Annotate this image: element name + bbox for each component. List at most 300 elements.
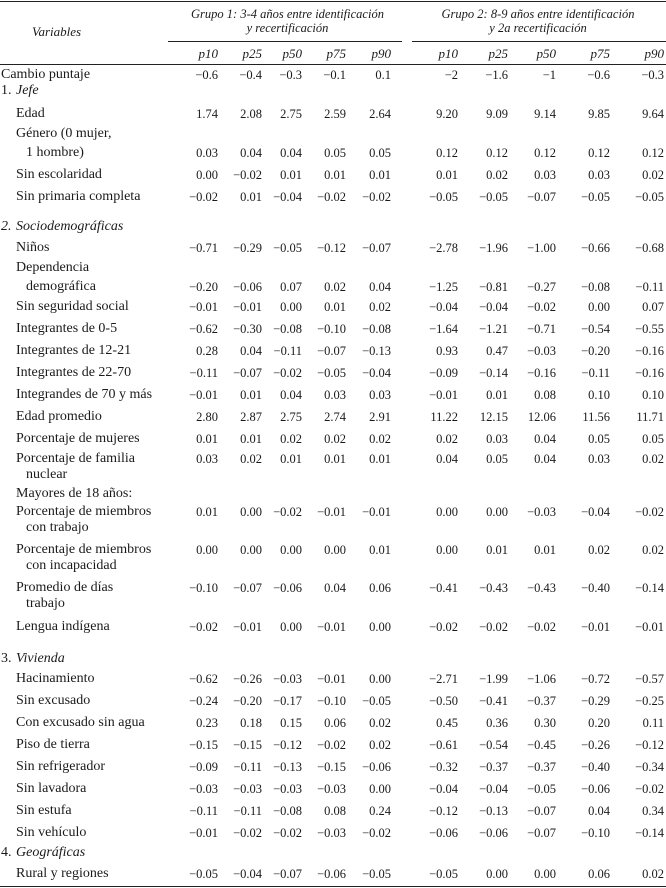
table-cell: −1.99: [479, 672, 508, 686]
table-cell: −0.03: [527, 505, 556, 519]
table-cell: −0.1: [323, 68, 346, 82]
table-cell: −0.05: [527, 782, 556, 796]
table-cell: −0.37: [479, 760, 508, 774]
percentile-header: p25: [488, 46, 508, 61]
row-label: Porcentaje de mujeres: [16, 431, 140, 446]
table-cell: 0.02: [642, 452, 664, 466]
table-cell: −0.10: [581, 826, 610, 840]
table-cell: 0.11: [642, 716, 664, 730]
table-cell: 0.02: [642, 867, 664, 881]
group2-header-line2: y 2a recertificación: [489, 21, 587, 35]
row-label-cont: demográfica: [26, 279, 96, 294]
table-cell: 1.74: [196, 107, 218, 121]
table-cell: −0.54: [581, 322, 610, 336]
row-label-cont: trabajo: [26, 596, 65, 611]
table-cell: −0.11: [581, 366, 610, 380]
table-cell: 0.04: [369, 280, 391, 294]
table-cell: −0.02: [189, 620, 218, 634]
table-cell: 0.00: [196, 168, 218, 182]
table-cell: −0.04: [429, 782, 458, 796]
table-cell: −0.08: [273, 804, 302, 818]
table-cell: −0.26: [581, 738, 610, 752]
table-cell: 0.05: [642, 432, 664, 446]
table-cell: −0.11: [635, 280, 664, 294]
table-cell: 0.04: [324, 581, 346, 595]
table-cell: −0.14: [479, 366, 508, 380]
table-cell: 0.02: [642, 543, 664, 557]
table-cell: 0.01: [280, 168, 302, 182]
group2-header: [410, 7, 666, 35]
table-cell: 0.1: [375, 68, 391, 82]
table-cell: 0.03: [369, 388, 391, 402]
row-label: Sin seguridad social: [16, 299, 129, 314]
table-cell: 2.59: [324, 107, 346, 121]
table-cell: −0.43: [527, 581, 556, 595]
table-cell: 0.00: [324, 543, 346, 557]
table-cell: −0.02: [189, 190, 218, 204]
table-cell: 0.02: [369, 432, 391, 446]
table-cell: 2.64: [369, 107, 391, 121]
table-cell: 0.30: [534, 716, 556, 730]
table-cell: −0.07: [233, 581, 262, 595]
table-cell: −0.26: [233, 672, 262, 686]
table-cell: 0.03: [588, 452, 610, 466]
table-cell: −0.07: [362, 241, 391, 255]
table-cell: −0.08: [581, 280, 610, 294]
table-cell: 0.02: [436, 432, 458, 446]
table-cell: −2.71: [429, 672, 458, 686]
table-cell: −0.02: [527, 300, 556, 314]
table-cell: 0.03: [324, 388, 346, 402]
table-cell: 0.01: [280, 452, 302, 466]
table-cell: −0.13: [273, 760, 302, 774]
row-label: Cambio puntaje: [1, 67, 91, 82]
table-cell: −0.05: [429, 867, 458, 881]
table-cell: 0.07: [280, 280, 302, 294]
table-cell: 0.02: [486, 168, 508, 182]
table-cell: 0.28: [196, 344, 218, 358]
row-label: Edad promedio: [16, 409, 102, 424]
group2-header-line1: Grupo 2: 8-9 años entre identificación: [441, 7, 635, 21]
table-cell: −1.6: [485, 68, 508, 82]
table-cell: −0.02: [429, 620, 458, 634]
table-cell: −0.6: [587, 68, 610, 82]
table-cell: −1.64: [429, 322, 458, 336]
table-cell: −0.06: [479, 826, 508, 840]
group1-header-line2: y recertificación: [246, 21, 329, 35]
row-label-cont: con incapacidad: [26, 558, 117, 573]
table-cell: −1: [542, 68, 556, 82]
section-number: 4.: [1, 845, 12, 860]
table-cell: −0.16: [635, 344, 664, 358]
row-label: Mayores de 18 años:: [16, 486, 133, 501]
variables-header: Variables: [32, 24, 82, 39]
table-cell: −0.04: [233, 867, 262, 881]
row-label: Sin primaria completa: [16, 189, 141, 204]
row-label: Hacinamiento: [16, 671, 95, 686]
table-cell: −0.06: [233, 280, 262, 294]
table-cell: 12.15: [479, 410, 508, 424]
table-cell: 0.00: [280, 300, 302, 314]
table-cell: 0.01: [324, 168, 346, 182]
table-cell: −0.12: [273, 738, 302, 752]
table-cell: 0.03: [196, 146, 218, 160]
bottom-rule: [0, 886, 666, 887]
table-cell: 0.00: [436, 543, 458, 557]
table-cell: −2: [444, 68, 458, 82]
table-cell: 0.01: [369, 543, 391, 557]
row-label: Integrantes de 0-5: [16, 321, 118, 336]
table-cell: 0.05: [588, 432, 610, 446]
row-label: Porcentaje de miembros: [16, 504, 152, 519]
table-cell: 0.05: [369, 146, 391, 160]
table-cell: 0.03: [196, 452, 218, 466]
table-cell: −0.11: [233, 760, 262, 774]
table-cell: −1.00: [527, 241, 556, 255]
table-cell: 0.08: [534, 388, 556, 402]
table-cell: −1.21: [479, 322, 508, 336]
table-cell: −0.01: [581, 620, 610, 634]
table-cell: 0.00: [240, 505, 262, 519]
row-label-cont: nuclear: [26, 467, 68, 482]
row-label: Sin lavadora: [16, 781, 87, 796]
table-cell: −0.66: [581, 241, 610, 255]
table-cell: −0.24: [189, 694, 218, 708]
table-cell: −0.07: [527, 826, 556, 840]
table-cell: −0.07: [527, 804, 556, 818]
table-cell: −0.03: [317, 826, 346, 840]
table-cell: −0.05: [362, 694, 391, 708]
row-label: Piso de tierra: [16, 737, 90, 752]
row-label: Lengua indígena: [16, 619, 110, 634]
row-label: Con excusado sin agua: [16, 715, 145, 730]
table-cell: −0.04: [479, 782, 508, 796]
table-cell: 2.87: [240, 410, 262, 424]
table-cell: 0.02: [369, 716, 391, 730]
table-cell: −0.02: [362, 826, 391, 840]
table-cell: 0.01: [534, 543, 556, 557]
row-label: Promedio de días: [16, 580, 114, 595]
table-cell: 0.36: [486, 716, 508, 730]
row-label: Integrantes de 22-70: [16, 365, 132, 380]
table-cell: −0.08: [362, 322, 391, 336]
table-cell: 0.07: [642, 300, 664, 314]
table-cell: 0.04: [588, 804, 610, 818]
table-cell: 0.12: [486, 146, 508, 160]
table-cell: −0.10: [317, 694, 346, 708]
table-cell: 0.05: [324, 146, 346, 160]
table-cell: −0.03: [233, 782, 262, 796]
table-cell: 0.00: [588, 300, 610, 314]
table-cell: −0.06: [362, 760, 391, 774]
table-cell: 0.93: [436, 344, 458, 358]
percentile-header: p10: [198, 46, 218, 61]
table-cell: −0.06: [273, 581, 302, 595]
table-cell: −1.06: [527, 672, 556, 686]
row-label-cont: con trabajo: [26, 520, 89, 535]
table-cell: −0.71: [527, 322, 556, 336]
table-cell: −2.78: [429, 241, 458, 255]
table-cell: −0.20: [581, 344, 610, 358]
percentile-header: p75: [326, 46, 346, 61]
table-cell: −0.04: [273, 190, 302, 204]
table-cell: −0.01: [189, 826, 218, 840]
section-title: Geográficas: [16, 845, 86, 860]
table-cell: 0.00: [240, 543, 262, 557]
table-cell: −0.09: [189, 760, 218, 774]
table-cell: −0.02: [479, 620, 508, 634]
table-cell: −0.41: [479, 694, 508, 708]
table-cell: −0.03: [527, 344, 556, 358]
section-number: 2.: [1, 219, 12, 234]
table-cell: 0.04: [280, 388, 302, 402]
table-cell: 0.04: [534, 452, 556, 466]
table-cell: −0.27: [527, 280, 556, 294]
section-title: Jefe: [16, 83, 39, 98]
table-cell: −0.02: [635, 782, 664, 796]
percentile-header: p25: [242, 46, 262, 61]
table-cell: −0.50: [429, 694, 458, 708]
table-cell: 0.12: [436, 146, 458, 160]
table-cell: −0.45: [527, 738, 556, 752]
table-cell: −0.11: [233, 804, 262, 818]
table-cell: 0.20: [588, 716, 610, 730]
table-cell: −0.01: [189, 388, 218, 402]
row-label: Sin estufa: [16, 803, 72, 818]
table-cell: −0.08: [273, 322, 302, 336]
table-cell: 0.01: [240, 432, 262, 446]
table-cell: 0.12: [642, 146, 664, 160]
table-cell: 2.75: [280, 410, 302, 424]
table-cell: 9.09: [486, 107, 508, 121]
table-cell: 0.00: [280, 543, 302, 557]
table-cell: −0.03: [273, 672, 302, 686]
table-cell: −0.12: [429, 804, 458, 818]
row-label: Rural y regiones: [16, 866, 109, 881]
table-cell: −0.3: [641, 68, 664, 82]
table-cell: 0.03: [588, 168, 610, 182]
table-cell: 0.18: [240, 716, 262, 730]
percentile-header: p10: [438, 46, 458, 61]
table-cell: 0.00: [436, 505, 458, 519]
table-cell: −0.05: [581, 190, 610, 204]
table-cell: 0.00: [369, 672, 391, 686]
group1-header: [165, 7, 410, 35]
percentile-header: p90: [371, 46, 391, 61]
table-cell: −0.11: [273, 344, 302, 358]
table-cell: 0.08: [324, 804, 346, 818]
table-cell: −0.02: [527, 620, 556, 634]
table-cell: 0.01: [324, 452, 346, 466]
table-cell: 0.02: [588, 543, 610, 557]
table-cell: 0.06: [369, 581, 391, 595]
table-cell: −0.01: [317, 672, 346, 686]
table-cell: 0.00: [486, 867, 508, 881]
top-rule: [0, 1, 666, 2]
table-cell: −0.04: [581, 505, 610, 519]
table-cell: −0.3: [279, 68, 302, 82]
table-cell: 0.03: [534, 168, 556, 182]
table-cell: −0.40: [581, 581, 610, 595]
table-cell: −0.32: [429, 760, 458, 774]
table-cell: −0.71: [189, 241, 218, 255]
table-cell: 0.04: [534, 432, 556, 446]
table-cell: 0.12: [588, 146, 610, 160]
table-cell: −0.12: [317, 241, 346, 255]
table-cell: −0.16: [635, 366, 664, 380]
table-cell: −0.06: [581, 782, 610, 796]
table-cell: −0.54: [479, 738, 508, 752]
table-cell: −0.29: [581, 694, 610, 708]
table-cell: −0.62: [189, 322, 218, 336]
table-cell: 9.14: [534, 107, 556, 121]
table-cell: −0.07: [317, 344, 346, 358]
table-cell: 0.04: [436, 452, 458, 466]
table-cell: −0.05: [189, 867, 218, 881]
table-cell: −0.01: [317, 505, 346, 519]
table-cell: −0.57: [635, 672, 664, 686]
percentile-header: p90: [644, 46, 664, 61]
table-cell: −0.02: [233, 168, 262, 182]
table-cell: −0.10: [317, 322, 346, 336]
table-cell: 0.04: [280, 146, 302, 160]
table-cell: −0.10: [189, 581, 218, 595]
table-cell: −0.61: [429, 738, 458, 752]
table-cell: −0.01: [429, 388, 458, 402]
table-cell: −0.01: [233, 300, 262, 314]
section-number: 1.: [1, 83, 12, 98]
section-title: Sociodemográficas: [16, 219, 124, 234]
table-cell: 0.00: [280, 620, 302, 634]
table-cell: −0.15: [317, 760, 346, 774]
table-cell: −0.81: [479, 280, 508, 294]
table-cell: −0.02: [317, 190, 346, 204]
table-cell: −0.12: [635, 738, 664, 752]
table-cell: 9.20: [436, 107, 458, 121]
row-label: Sin escolaridad: [16, 167, 102, 182]
table-cell: −0.05: [317, 366, 346, 380]
table-cell: −0.04: [479, 300, 508, 314]
table-cell: 11.71: [636, 410, 664, 424]
table-cell: −0.62: [189, 672, 218, 686]
table-cell: −0.13: [479, 804, 508, 818]
table-cell: −0.04: [362, 366, 391, 380]
table-cell: 9.64: [642, 107, 664, 121]
table-cell: 0.15: [280, 716, 302, 730]
table-cell: 0.00: [369, 620, 391, 634]
group1-header-line1: Grupo 1: 3-4 años entre identificación: [191, 7, 384, 21]
table-cell: −0.30: [233, 322, 262, 336]
table-cell: 2.08: [240, 107, 262, 121]
table-cell: 0.10: [588, 388, 610, 402]
table-cell: −0.01: [189, 300, 218, 314]
table-cell: 0.02: [324, 280, 346, 294]
table-cell: −0.16: [527, 366, 556, 380]
table-cell: 0.02: [324, 432, 346, 446]
header-rule: [0, 64, 666, 65]
table-cell: −0.02: [233, 826, 262, 840]
table-cell: −0.68: [635, 241, 664, 255]
row-label: Porcentaje de familia: [16, 451, 135, 466]
table-cell: −0.02: [362, 190, 391, 204]
table-cell: −0.25: [635, 694, 664, 708]
table-cell: −0.06: [429, 826, 458, 840]
row-label: Integrandes de 70 y más: [16, 387, 153, 402]
table-cell: 0.05: [486, 452, 508, 466]
row-label: Dependencia: [16, 260, 90, 275]
table-cell: −0.07: [233, 366, 262, 380]
table-cell: −0.55: [635, 322, 664, 336]
table-cell: 0.04: [240, 146, 262, 160]
table-cell: 0.34: [642, 804, 664, 818]
table-cell: 0.01: [369, 168, 391, 182]
table-cell: −0.14: [635, 826, 664, 840]
table-cell: 0.00: [369, 782, 391, 796]
table-cell: −0.01: [635, 620, 664, 634]
table-cell: −0.01: [317, 620, 346, 634]
table-cell: 0.02: [369, 300, 391, 314]
row-label: Sin excusado: [16, 693, 91, 708]
table-cell: 0.10: [642, 388, 664, 402]
table-cell: 0.00: [486, 505, 508, 519]
table-cell: 0.06: [324, 716, 346, 730]
table-cell: −0.37: [527, 760, 556, 774]
table-cell: −0.06: [317, 867, 346, 881]
table-cell: −0.07: [527, 190, 556, 204]
table-cell: −0.13: [362, 344, 391, 358]
table-cell: −0.43: [479, 581, 508, 595]
percentile-header: p50: [282, 46, 302, 61]
table-cell: 0.01: [486, 388, 508, 402]
table-cell: −0.11: [189, 366, 218, 380]
table-cell: −0.05: [479, 190, 508, 204]
table-cell: −0.01: [362, 505, 391, 519]
table-cell: −0.05: [362, 867, 391, 881]
table-cell: −0.41: [429, 581, 458, 595]
table-cell: −0.02: [317, 738, 346, 752]
table-cell: −0.05: [273, 241, 302, 255]
table-cell: 0.04: [240, 344, 262, 358]
table-cell: 0.02: [240, 452, 262, 466]
table-cell: 0.45: [436, 716, 458, 730]
table-cell: −0.02: [273, 505, 302, 519]
table-cell: 0.01: [240, 388, 262, 402]
table-cell: 0.12: [534, 146, 556, 160]
table-cell: 0.01: [324, 300, 346, 314]
table-cell: 0.47: [486, 344, 508, 358]
row-label: Porcentaje de miembros: [16, 542, 152, 557]
table-cell: 11.56: [582, 410, 610, 424]
table-cell: 0.01: [486, 543, 508, 557]
table-cell: −0.37: [527, 694, 556, 708]
table-cell: 0.02: [642, 168, 664, 182]
table-cell: −1.25: [429, 280, 458, 294]
table-cell: 0.00: [534, 867, 556, 881]
percentile-header: p50: [536, 46, 556, 61]
table-cell: 0.06: [588, 867, 610, 881]
table-cell: −0.11: [189, 804, 218, 818]
percentile-header: p75: [590, 46, 610, 61]
table-cell: −0.01: [233, 620, 262, 634]
row-label: Género (0 mujer,: [16, 126, 112, 141]
row-label: Integrantes de 12-21: [16, 343, 132, 358]
table-cell: 2.75: [280, 107, 302, 121]
group2-rule: [412, 41, 666, 42]
row-label: Sin refrigerador: [16, 759, 106, 774]
table-cell: −0.40: [581, 760, 610, 774]
table-cell: 0.01: [369, 452, 391, 466]
section-number: 3.: [1, 651, 12, 666]
